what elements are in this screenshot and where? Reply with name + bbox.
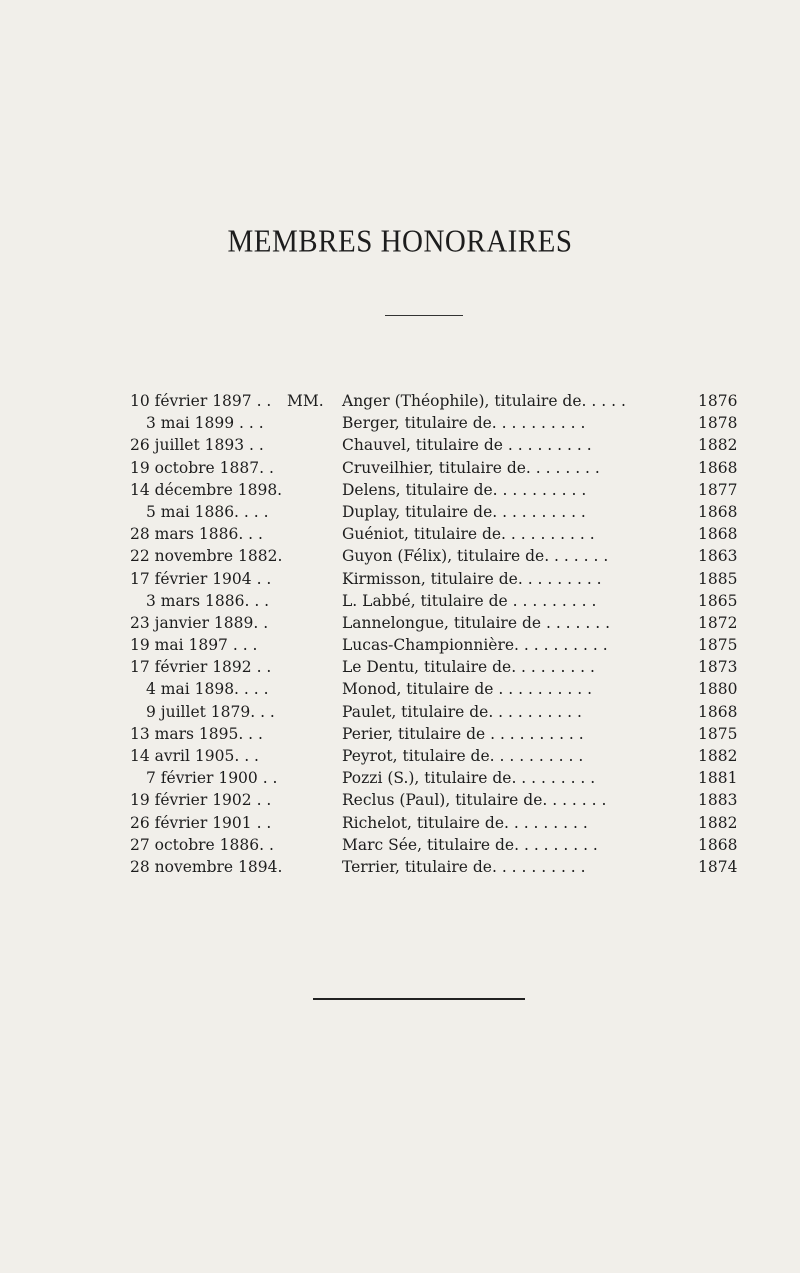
election-date: 28 novembre 1894. <box>130 857 283 876</box>
election-date: 28 mars 1886. . . <box>130 525 263 544</box>
election-date: 22 novembre 1882. <box>130 547 283 566</box>
member-row <box>0 656 800 678</box>
membership-year: 1883 <box>698 791 738 810</box>
member-row <box>0 812 800 834</box>
mm-label: MM. <box>287 392 324 410</box>
member-row <box>0 412 800 434</box>
member-name: Lucas-Championnière. . . . . . . . . . <box>342 636 608 655</box>
election-date: 14 avril 1905. . . <box>130 747 259 765</box>
election-date: 27 octobre 1886. . <box>130 835 274 854</box>
election-date: 26 février 1901 . . <box>130 813 272 832</box>
end-divider <box>313 998 525 1000</box>
election-date: 26 juillet 1893 . . <box>130 436 264 455</box>
election-date: 7 février 1900 . . <box>146 769 278 788</box>
membership-year: 1868 <box>698 525 738 544</box>
member-name: Chauvel, titulaire de . . . . . . . . . <box>342 436 592 455</box>
election-date: 19 février 1902 . . <box>130 791 272 810</box>
membership-year: 1863 <box>698 547 738 566</box>
member-name: Berger, titulaire de. . . . . . . . . . <box>342 414 586 433</box>
member-name: L. Labbé, titulaire de . . . . . . . . . <box>342 591 597 610</box>
member-name: Peyrot, titulaire de. . . . . . . . . . <box>342 747 584 765</box>
page-title: MEMBRES HONORAIRES <box>227 224 573 260</box>
membership-year: 1880 <box>698 680 738 699</box>
election-date: 17 février 1904 . . <box>130 569 272 588</box>
membership-year: 1868 <box>698 835 738 854</box>
member-row <box>0 612 800 634</box>
election-date: 9 juillet 1879. . . <box>146 702 275 721</box>
member-name: Monod, titulaire de . . . . . . . . . . <box>342 680 592 699</box>
member-row <box>0 457 800 479</box>
member-name: Le Dentu, titulaire de. . . . . . . . . <box>342 658 595 677</box>
member-row <box>0 523 800 545</box>
member-row <box>0 723 800 745</box>
member-row <box>0 767 800 789</box>
member-name: Reclus (Paul), titulaire de. . . . . . . <box>342 791 607 810</box>
membership-year: 1878 <box>698 414 738 433</box>
membership-year: 1873 <box>698 658 738 677</box>
member-row <box>0 545 800 567</box>
election-date: 17 février 1892 . . <box>130 658 272 677</box>
member-name: Perier, titulaire de . . . . . . . . . . <box>342 724 584 743</box>
membership-year: 1868 <box>698 702 738 721</box>
member-row <box>0 590 800 612</box>
membership-year: 1875 <box>698 724 738 743</box>
membership-year: 1877 <box>698 480 738 499</box>
election-date: 3 mars 1886. . . <box>146 591 270 610</box>
membership-year: 1885 <box>698 569 738 588</box>
member-row <box>0 834 800 856</box>
election-date: 23 janvier 1889. . <box>130 613 269 632</box>
member-row <box>0 390 800 412</box>
member-name: Pozzi (S.), titulaire de. . . . . . . . . <box>342 769 596 788</box>
membership-year: 1874 <box>698 857 738 876</box>
member-name: Anger (Théophile), titulaire de. . . . . <box>342 392 626 410</box>
membership-year: 1875 <box>698 636 738 655</box>
membership-year: 1865 <box>698 591 738 610</box>
member-row <box>0 634 800 656</box>
member-name: Lannelongue, titulaire de . . . . . . . <box>342 613 611 632</box>
member-name: Terrier, titulaire de. . . . . . . . . . <box>342 857 586 876</box>
election-date: 19 mai 1897 . . . <box>130 636 258 655</box>
member-name: Richelot, titulaire de. . . . . . . . . <box>342 813 588 832</box>
members-list <box>0 390 800 878</box>
member-name: Guyon (Félix), titulaire de. . . . . . . <box>342 547 609 566</box>
membership-year: 1882 <box>698 813 738 832</box>
membership-year: 1882 <box>698 747 738 765</box>
election-date: 5 mai 1886. . . . <box>146 502 269 521</box>
member-name: Marc Sée, titulaire de. . . . . . . . . <box>342 835 598 854</box>
member-row <box>0 568 800 590</box>
membership-year: 1882 <box>698 436 738 455</box>
membership-year: 1876 <box>698 392 738 410</box>
member-name: Delens, titulaire de. . . . . . . . . . <box>342 480 587 499</box>
member-row <box>0 501 800 523</box>
membership-year: 1872 <box>698 613 738 632</box>
membership-year: 1868 <box>698 502 738 521</box>
title-divider <box>385 315 463 316</box>
member-row <box>0 789 800 811</box>
member-row <box>0 678 800 700</box>
membership-year: 1881 <box>698 769 738 788</box>
member-name: Guéniot, titulaire de. . . . . . . . . . <box>342 525 595 544</box>
member-name: Paulet, titulaire de. . . . . . . . . . <box>342 702 582 721</box>
election-date: 19 octobre 1887. . <box>130 458 274 477</box>
election-date: 10 février 1897 . . <box>130 392 272 410</box>
member-name: Kirmisson, titulaire de. . . . . . . . . <box>342 569 602 588</box>
member-row <box>0 701 800 723</box>
member-row <box>0 434 800 456</box>
member-row <box>0 856 800 878</box>
member-row <box>0 745 800 767</box>
election-date: 4 mai 1898. . . . <box>146 680 269 699</box>
election-date: 14 décembre 1898. <box>130 480 283 499</box>
membership-year: 1868 <box>698 458 738 477</box>
member-name: Duplay, titulaire de. . . . . . . . . . <box>342 502 586 521</box>
member-row <box>0 479 800 501</box>
election-date: 3 mai 1899 . . . <box>146 414 264 433</box>
election-date: 13 mars 1895. . . <box>130 724 263 743</box>
member-name: Cruveilhier, titulaire de. . . . . . . . <box>342 458 600 477</box>
